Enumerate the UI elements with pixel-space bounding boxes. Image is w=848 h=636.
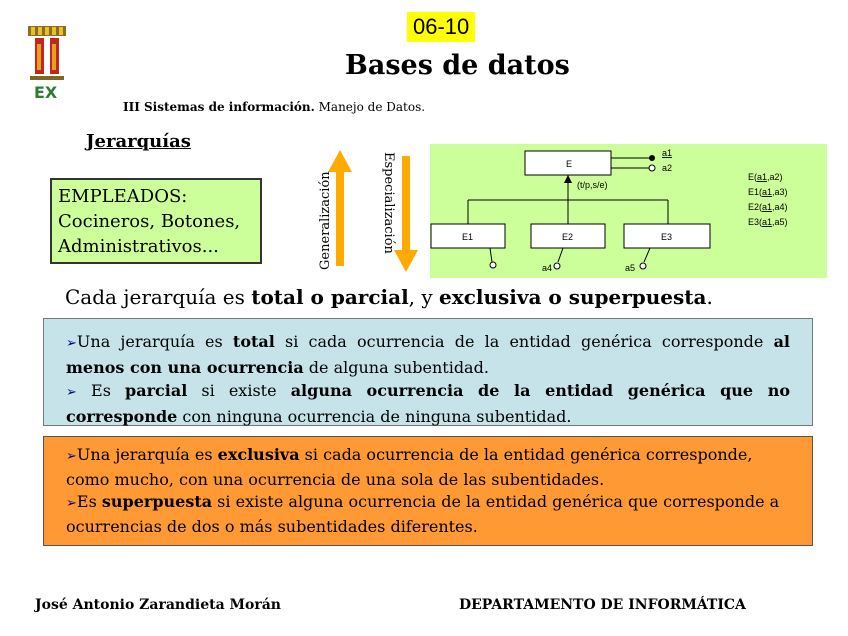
overlapping-paragraph: ➢Es superpuesta si existe alguna ocurrencia de la entidad genérica que corresponde a ocurrencias de dos o más subentidades diferentes. — [66, 492, 780, 536]
specialization-label: Especialización — [381, 152, 396, 254]
course-subtitle — [123, 100, 425, 114]
example-box — [50, 178, 262, 264]
legend-line-2: E1(a1,a3) — [748, 187, 788, 197]
total-paragraph: ➢Una jerarquía es total si cada ocurrencia de la entidad genérica corresponde al menos con una ocurrencia de alguna subentidad. — [66, 332, 791, 377]
bullet-icon: ➢ — [66, 385, 77, 400]
attr-a4-label: a4 — [542, 263, 553, 273]
attr-a1-label: a1 — [662, 148, 673, 158]
attribute-dot — [649, 165, 655, 171]
generalization-label: Generalización — [318, 171, 333, 270]
total-partial-box — [43, 318, 813, 426]
summary-bold: exclusiva o superpuesta — [439, 285, 707, 309]
example-line-3: Administrativos... — [58, 236, 219, 257]
legend-line-4: E3(a1,a5) — [748, 217, 788, 227]
attr-a5-label: a5 — [625, 263, 636, 273]
hierarchy-diagram — [430, 144, 827, 278]
partial-paragraph: ➢ Es parcial si existe alguna ocurrencia de la entidad genérica que no corresponde con ninguna ocurrencia de ninguna subentidad. — [66, 381, 790, 426]
attribute-dot — [490, 262, 496, 268]
subtitle-bold: III Sistemas de información. — [123, 100, 315, 114]
bullet-icon: ➢ — [66, 449, 77, 464]
example-line-1: EMPLEADOS: — [58, 186, 188, 207]
attribute-dot — [640, 263, 646, 269]
entity-e-label: E — [566, 159, 573, 169]
constraint-label: (t/p,s/e) — [577, 180, 608, 190]
section-title: Jerarquías — [86, 131, 191, 152]
bullet-icon: ➢ — [66, 336, 77, 351]
exclusive-overlapping-box — [43, 436, 813, 546]
footer-author: José Antonio Zarandieta Morán — [35, 597, 281, 613]
entity-e3-label: E3 — [661, 232, 673, 242]
slide-title: Bases de datos — [345, 50, 570, 81]
summary-bold: total o parcial — [251, 285, 409, 309]
svg-text:EX: EX — [34, 83, 58, 102]
entity-e1-label: E1 — [462, 232, 474, 242]
slide-code: 06-10 — [407, 12, 475, 42]
bullet-icon: ➢ — [66, 496, 77, 511]
legend-line-1: E(a1,a2) — [748, 172, 783, 182]
key-attribute-dot — [649, 155, 655, 161]
entity-e2-label: E2 — [562, 232, 574, 242]
example-line-2: Cocineros, Botones, — [58, 211, 241, 232]
university-logo — [22, 24, 74, 104]
subtitle-rest: Manejo de Datos. — [314, 100, 426, 114]
footer-department: DEPARTAMENTO DE INFORMÁTICA — [459, 597, 746, 613]
summary-sentence — [65, 284, 713, 310]
exclusive-paragraph: ➢Una jerarquía es exclusiva si cada ocurrencia de la entidad genérica corresponde, como mucho, con una ocurrencia de una sola de las subentidades. — [66, 445, 753, 489]
summary-text: . — [706, 285, 713, 309]
attr-a2-label: a2 — [662, 163, 673, 173]
summary-text: Cada jerarquía es — [65, 285, 252, 309]
legend-line-3: E2(a1,a4) — [748, 202, 788, 212]
summary-text: , y — [408, 285, 440, 309]
attribute-dot — [554, 263, 560, 269]
specialization-arrow-icon — [394, 156, 418, 272]
